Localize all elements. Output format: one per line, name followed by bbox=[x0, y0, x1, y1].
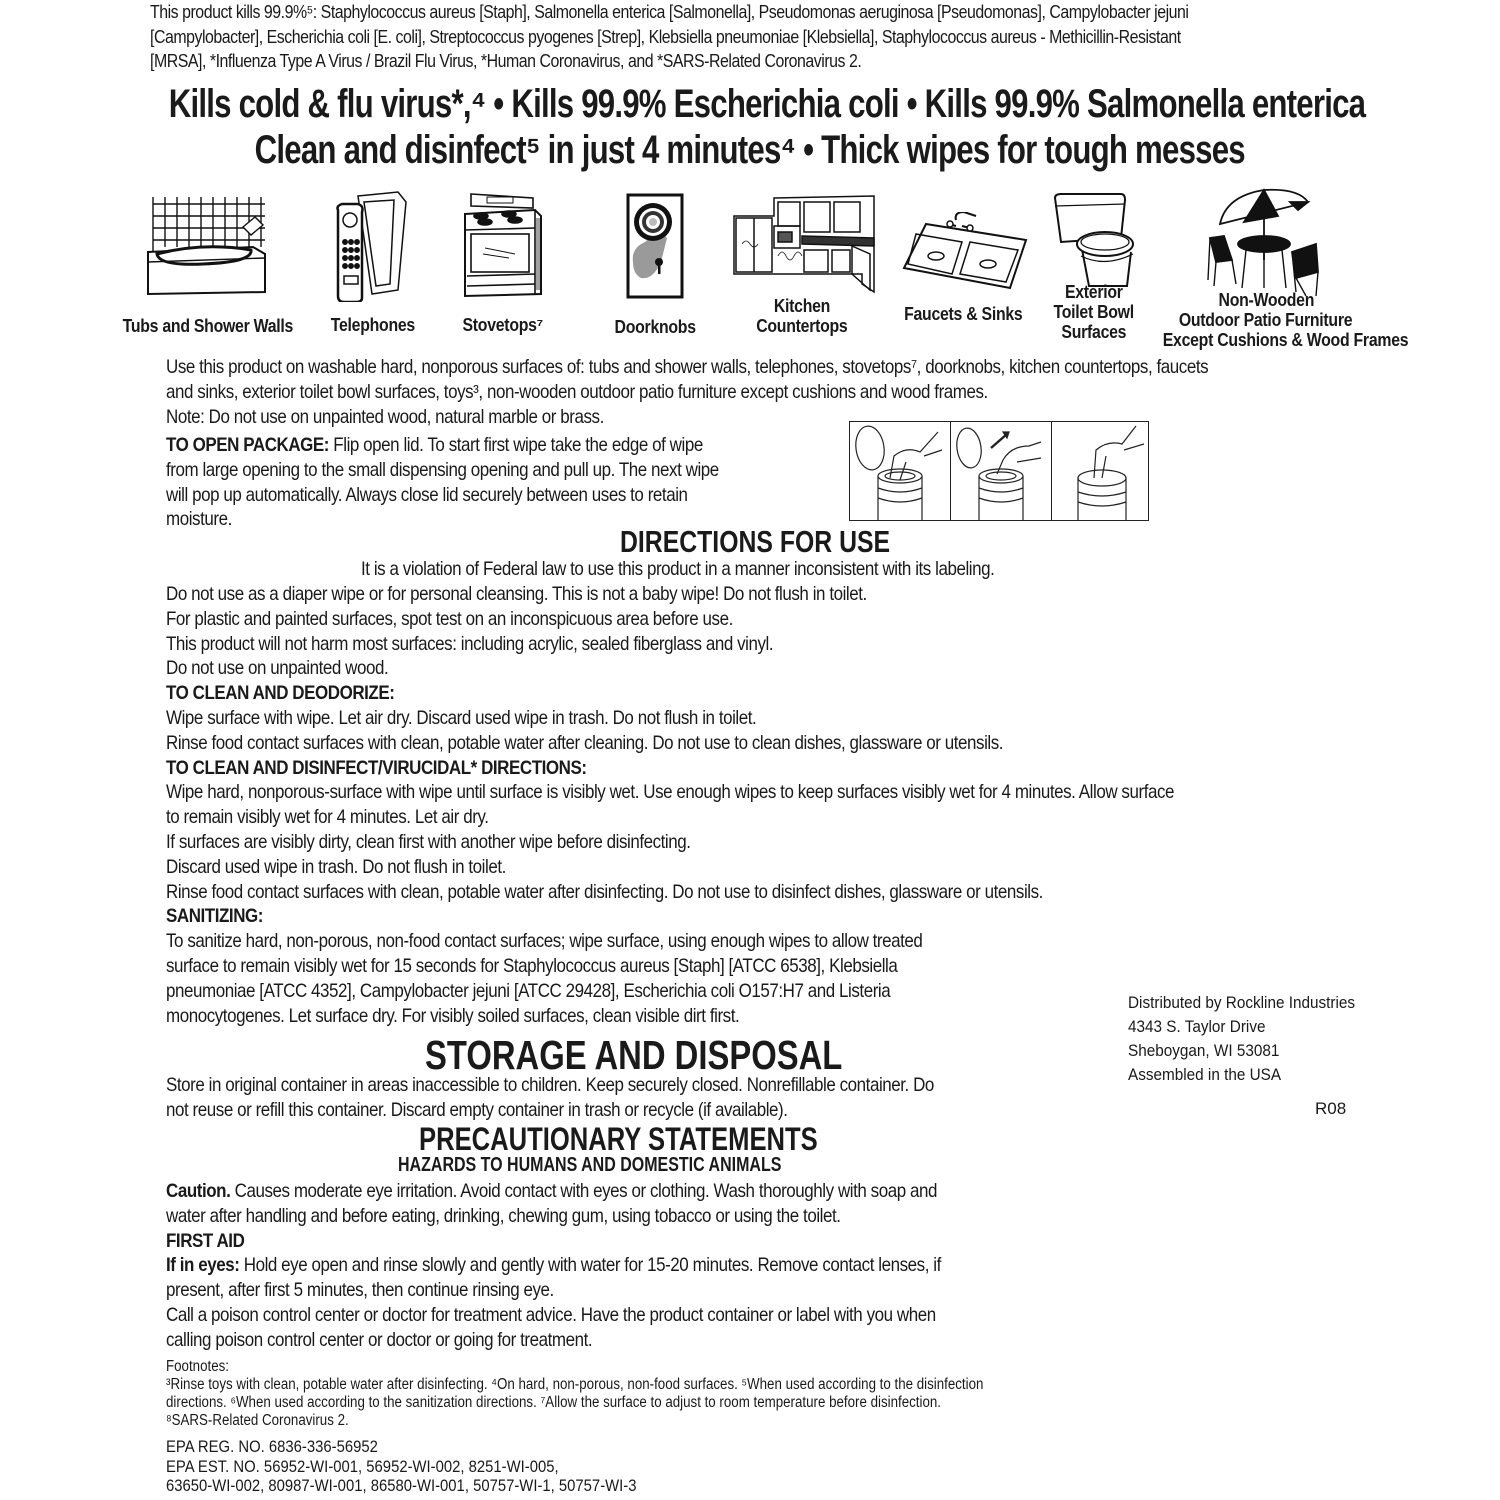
headline-kills: Kills cold & flu virus*,⁴ • Kills 99.9% Escherichia coli • Kills 99.9% Salmonella enterica bbox=[168, 82, 1366, 126]
first-aid-title: FIRST AID bbox=[166, 1229, 245, 1252]
storage-text: Store in original container in areas inaccessible to children. Keep securely closed. Nonrefillable container. Do not reuse or refill this container. Discard empty container in trash or recycle (if available). bbox=[166, 1074, 934, 1121]
epa-reg-no: EPA REG. NO. 6836-336-56952 bbox=[166, 1438, 378, 1456]
telephone-icon bbox=[328, 190, 418, 302]
federal-notice: It is a violation of Federal law to use this product in a manner inconsistent with its labeling. bbox=[361, 558, 995, 580]
surface-label: Outdoor Patio Furniture bbox=[1179, 310, 1353, 330]
caution-label: Caution. bbox=[166, 1180, 231, 1202]
disinfect-title: TO CLEAN AND DISINFECT/VIRUCIDAL* DIRECTIONS: bbox=[166, 756, 587, 779]
surface-label: Except Cushions & Wood Frames bbox=[1162, 330, 1409, 350]
directions-general: Do not use as a diaper wipe or for personal cleansing. This is not a baby wipe! Do not flush in toilet. For plastic and painted surfaces, spot test on an inconspicuous area before use. This product will not harm most surfaces: including acrylic, sealed fiberglass and vinyl. Do not use on unpainted wood. TO CLEAN AND DEODORIZE: Wipe surface with wipe. Let air dry. Discard used wipe in trash. Do not flush in toilet. Rinse food contact surfaces with clean, potable water after cleaning. Do not use to clean dishes, glassware or utensils. TO CLEAN AND DISINFECT/VIRUCIDAL* DIRECTIONS: Wipe hard, nonporous-surface with wipe until surface is visibly wet. Use enough wipes to keep surfaces visibly wet for 4 minutes. Allow surface to remain visibly wet for 4 minutes. Let air dry. If surfaces are visibly dirty, clean first with another wipe before disinfecting. Discard used wipe in trash. Do not flush in toilet. Rinse food contact surfaces with clean, potable water after disinfecting. Do not use to disinfect dishes, glassware or utensils. SANITIZING: To sanitize hard, non-porous, non-food contact surfaces; wipe surface, using enough wipes to allow treated surface to remain visibly wet for 15 seconds for Staphylococcus aureus [Staph] [ATCC 6538], Klebsiella pneumoniae [ATCC 4352], Campylobacter jejuni [ATCC 29428], Escherichia coli O157:H7 and Listeria monocytogenes. Let surface dry. For visibly soiled surfaces, clean visible dirt first. bbox=[166, 583, 1175, 1027]
bathtub-icon bbox=[143, 192, 273, 302]
surface-faucets-sinks bbox=[893, 212, 1033, 324]
surface-label: Kitchen bbox=[773, 296, 831, 316]
surface-patio-furniture bbox=[1146, 188, 1409, 350]
surface-tubs bbox=[108, 192, 308, 336]
epa-numbers: EPA REG. NO. 6836-336-56952 EPA EST. NO. 56952-WI-001, 56952-WI-002, 8251-WI-005, 63650-WI-002, 80987-WI-001, 86580-WI-001, 50757-WI-1, 50757-WI-3 bbox=[166, 1438, 637, 1495]
open-package-label: TO OPEN PACKAGE: bbox=[166, 434, 330, 456]
surface-label: Telephones bbox=[330, 315, 416, 335]
usage-text: Use this product on washable hard, nonporous surfaces of: tubs and shower walls, telephones, stovetops⁷, doorknobs, kitchen countertops, faucets and sinks, exterior toilet bowl surfaces, toys³, non-wooden outdoor patio furniture except cushions and wood frames. Note: Do not use on unpainted wood, natural marble or brass. bbox=[166, 356, 1209, 428]
open-step-1-image bbox=[850, 422, 951, 520]
surface-label: Exterior bbox=[1065, 282, 1123, 302]
distributor-info: Distributed by Rockline Industries 4343 S. Taylor Drive Sheboygan, WI 53081 Assembled in the USA bbox=[1128, 993, 1356, 1084]
surface-label: Faucets & Sinks bbox=[903, 304, 1023, 324]
open-step-3-image bbox=[1052, 422, 1152, 520]
sink-icon bbox=[898, 212, 1028, 290]
kitchen-icon bbox=[732, 194, 877, 294]
open-package-illustration bbox=[849, 421, 1149, 521]
open-package-text: TO OPEN PACKAGE: Flip open lid. To start first wipe take the edge of wipe from large opening to the small dispensing opening and pull up. The next wipe will pop up automatically. Always close lid securely between uses to retain moisture. bbox=[166, 434, 719, 531]
toilet-icon bbox=[1051, 192, 1137, 288]
hazards-subtitle: HAZARDS TO HUMANS AND DOMESTIC ANIMALS bbox=[398, 1154, 782, 1176]
surface-label: Non-Wooden bbox=[1218, 290, 1314, 310]
storage-title: STORAGE AND DISPOSAL bbox=[425, 1032, 843, 1078]
patio-furniture-icon bbox=[1206, 188, 1326, 296]
footnotes: Footnotes: ³Rinse toys with clean, potable water after disinfecting. ⁴On hard, non-porous, non-food surfaces. ⁵When used according to the disinfection directions. ⁶When used according to the sanitization directions. ⁷Allow the surface to adjust to room temperature before disinfection. ⁸SARS-Related Coronavirus 2. bbox=[166, 1358, 984, 1429]
epa-est-no: EPA EST. NO. 56952-WI-001, 56952-WI-002, 8251-WI-005, bbox=[166, 1457, 559, 1476]
surface-label: Stovetops⁷ bbox=[462, 315, 544, 335]
surface-label: Tubs and Shower Walls bbox=[122, 316, 294, 336]
surface-telephones bbox=[318, 190, 428, 335]
surface-label: Countertops bbox=[756, 316, 848, 336]
intro-kill-claims bbox=[150, 0, 1500, 74]
surface-label: Doorknobs bbox=[614, 317, 696, 337]
eyes-label: If in eyes: bbox=[166, 1254, 240, 1277]
doorknob-icon bbox=[625, 192, 685, 300]
sanitizing-title: SANITIZING: bbox=[166, 905, 264, 928]
open-step-2-image bbox=[951, 422, 1052, 520]
surface-label: Toilet Bowl bbox=[1053, 302, 1135, 322]
headline-clean: Clean and disinfect⁵ in just 4 minutes⁴ • Thick wipes for tough messes bbox=[254, 128, 1246, 172]
surface-toilet bbox=[1044, 192, 1144, 342]
intro-line: [Campylobacter], Escherichia coli [E. coli], Streptococcus pyogenes [Strep], Klebsiella pneumoniae [Klebsiella], Staphylococcus aureus - Methicillin-Resistant bbox=[150, 25, 1181, 47]
revision-code: R08 bbox=[1315, 1099, 1347, 1118]
intro-line: [MRSA], *Influenza Type A Virus / Brazil Flu Virus, *Human Coronavirus, and *SARS-Related Coronavirus 2. bbox=[150, 50, 862, 71]
precautionary-title: PRECAUTIONARY STATEMENTS bbox=[419, 1121, 818, 1157]
clean-deodorize-title: TO CLEAN AND DEODORIZE: bbox=[166, 682, 395, 705]
directions-title: DIRECTIONS FOR USE bbox=[620, 524, 891, 559]
surface-kitchen-countertops bbox=[732, 194, 872, 336]
intro-line: This product kills 99.9%⁵: Staphylococcus aureus [Staph], Salmonella enterica [Salmonella], Pseudomonas aeruginosa [Pseudomonas], Campylobacter jejuni bbox=[150, 1, 1189, 22]
stove-icon bbox=[461, 190, 545, 298]
precautionary-text: Caution. Causes moderate eye irritation. Avoid contact with eyes or clothing. Wash thoroughly with soap and water after handling and before eating, drinking, chewing gum, using tobacco or using the toilet. FIRST AID If in eyes: Hold eye open and rinse slowly and gently with water for 15-20 minutes. Remove contact lenses, if present, after first 5 minutes, then continue rinsing eye. Call a poison control center or doctor for treatment advice. Have the product container or label with you when calling poison control center or doctor or going for treatment. bbox=[166, 1180, 941, 1351]
surface-doorknobs bbox=[600, 192, 710, 337]
surface-label: Surfaces bbox=[1061, 322, 1127, 342]
surface-stovetops bbox=[448, 190, 558, 335]
